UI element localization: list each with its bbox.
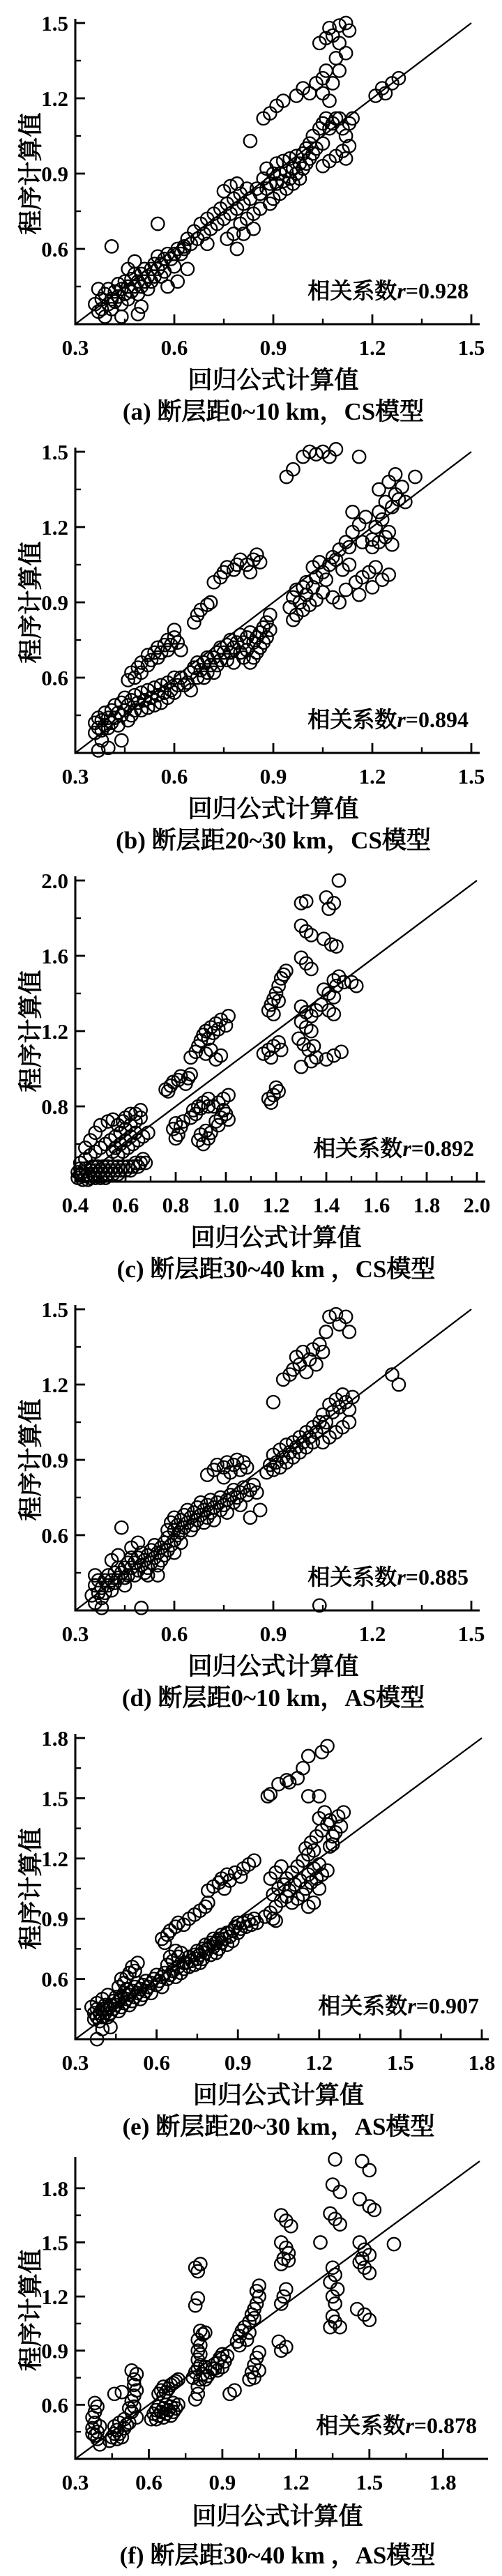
scatter-panel-f [0, 2144, 502, 2573]
y-tick-label: 0.6 [41, 666, 68, 690]
data-point [115, 734, 128, 747]
data-point [192, 2292, 204, 2305]
data-point [290, 89, 303, 102]
x-tick-label: 1.5 [356, 2470, 383, 2494]
data-point [331, 2283, 344, 2296]
x-tick-label: 1.5 [457, 1622, 485, 1646]
data-point [356, 2155, 368, 2167]
data-point [317, 586, 329, 598]
data-point [265, 1096, 277, 1108]
data-point [105, 240, 118, 252]
data-point [181, 263, 194, 275]
x-tick-label: 0.9 [224, 2050, 252, 2075]
data-point [346, 505, 358, 518]
y-tick-label: 1.2 [41, 1019, 68, 1044]
data-point [201, 1896, 214, 1909]
x-axis-title: 回归公式计算值 [188, 367, 359, 394]
data-point [333, 874, 345, 887]
correlation-label: 相关系数r=0.878 [316, 2413, 477, 2438]
data-point [275, 1044, 287, 1056]
x-tick-label: 0.6 [160, 1622, 188, 1646]
data-point [333, 2186, 346, 2198]
data-point [343, 24, 356, 37]
x-tick-label: 1.6 [363, 1193, 390, 1217]
x-tick-label: 1.5 [387, 2050, 414, 2075]
x-tick-label: 1.2 [282, 2470, 310, 2494]
x-tick-label: 0.9 [259, 1622, 287, 1646]
x-axis-title: 回归公式计算值 [192, 2503, 363, 2530]
data-point [395, 480, 408, 493]
x-tick-label: 0.3 [61, 2470, 89, 2494]
x-axis-title: 回归公式计算值 [188, 795, 359, 823]
y-tick-label: 1.5 [41, 2230, 68, 2255]
data-point [135, 300, 148, 313]
data-point [340, 584, 352, 596]
data-point [161, 280, 174, 293]
scatter-chart-e [0, 1715, 502, 2144]
data-point [409, 471, 421, 483]
data-point [172, 275, 184, 288]
y-tick-label: 0.6 [41, 2393, 68, 2418]
x-tick-label: 1.4 [312, 1193, 340, 1217]
data-point [328, 2213, 341, 2225]
data-point [275, 2209, 287, 2221]
scatter-chart-c [0, 858, 502, 1286]
data-point [247, 222, 259, 235]
y-axis-title: 程序计算值 [17, 970, 45, 1092]
y-axis-title: 程序计算值 [17, 1827, 45, 1950]
y-tick-label: 0.9 [41, 1448, 68, 1472]
correlation-label: 相关系数r=0.894 [307, 707, 469, 732]
x-tick-label: 1.8 [413, 1193, 441, 1217]
scatter-panel-e [0, 1715, 502, 2144]
scatter-chart-d [0, 1286, 502, 1715]
data-point [302, 1750, 314, 1762]
x-tick-label: 1.5 [457, 335, 485, 360]
x-tick-label: 1.2 [358, 764, 386, 788]
y-tick-label: 0.8 [41, 1095, 68, 1119]
data-point [188, 616, 200, 629]
y-tick-label: 2.0 [41, 869, 68, 893]
x-tick-label: 0.4 [61, 1193, 89, 1217]
data-point [270, 1081, 282, 1094]
x-tick-label: 0.9 [208, 2470, 236, 2494]
data-point [296, 1762, 309, 1774]
y-tick-label: 1.5 [41, 440, 68, 464]
data-point [314, 2236, 326, 2248]
panel-caption: (f) 断层距30~40 km ，AS模型 [119, 2542, 436, 2569]
x-tick-label: 1.2 [262, 1193, 290, 1217]
x-tick-label: 0.6 [143, 2050, 170, 2075]
data-point [317, 87, 329, 100]
y-tick-label: 1.5 [41, 1786, 68, 1811]
correlation-label: 相关系数r=0.885 [307, 1564, 469, 1590]
data-point [324, 2207, 336, 2220]
data-point [389, 468, 402, 480]
data-point [346, 526, 358, 538]
x-tick-label: 1.5 [457, 764, 485, 788]
data-point [326, 77, 339, 89]
x-tick-label: 1.2 [358, 335, 386, 360]
x-axis-title: 回归公式计算值 [190, 1224, 362, 1251]
data-point [359, 510, 372, 523]
data-point [328, 2269, 341, 2281]
y-tick-label: 1.2 [41, 1846, 68, 1871]
data-point [328, 1049, 340, 1062]
x-tick-label: 0.6 [112, 1193, 139, 1217]
data-point [333, 64, 346, 77]
data-point [189, 2299, 201, 2312]
data-point [320, 1325, 333, 1338]
data-point [264, 609, 276, 621]
x-tick-label: 1.8 [429, 2470, 457, 2494]
x-tick-label: 0.3 [61, 335, 89, 360]
data-point [254, 1504, 266, 1516]
data-point [244, 566, 257, 579]
data-point [343, 1325, 356, 1338]
data-point [267, 1396, 280, 1408]
y-axis-title: 程序计算值 [17, 2248, 45, 2372]
correlation-label: 相关系数r=0.907 [318, 1993, 479, 2018]
data-point [244, 135, 257, 147]
data-point [324, 2276, 336, 2288]
data-point [335, 1046, 347, 1058]
scatter-panel-b [0, 429, 502, 858]
y-tick-label: 0.9 [41, 590, 68, 615]
data-point [96, 2022, 109, 2035]
data-point [363, 2314, 376, 2326]
data-point [366, 581, 379, 593]
data-point [326, 2262, 339, 2274]
x-tick-label: 0.3 [61, 1622, 89, 1646]
y-tick-label: 1.5 [41, 11, 68, 36]
data-point [326, 2178, 339, 2190]
data-point [363, 2248, 376, 2261]
x-tick-label: 0.9 [259, 335, 287, 360]
x-tick-label: 0.6 [135, 2470, 162, 2494]
scatter-chart-b [0, 429, 502, 858]
data-point [169, 1132, 182, 1145]
y-tick-label: 0.6 [41, 1967, 68, 1992]
data-point [320, 64, 333, 77]
data-point [328, 2297, 341, 2310]
y-tick-label: 0.9 [41, 162, 68, 186]
data-point [204, 596, 217, 609]
data-point [248, 2358, 260, 2371]
data-point [222, 1009, 234, 1022]
data-point [174, 643, 187, 656]
data-point [326, 2290, 339, 2303]
scatter-chart-f [0, 2144, 502, 2573]
data-point [132, 307, 144, 320]
data-point [168, 260, 181, 273]
data-point [168, 623, 181, 636]
data-point [151, 1569, 164, 1581]
data-point [151, 218, 164, 230]
y-tick-label: 1.2 [41, 1373, 68, 1397]
x-tick-label: 1.8 [468, 2050, 496, 2075]
data-point [383, 475, 395, 488]
data-point [358, 2262, 371, 2274]
x-tick-label: 0.3 [61, 764, 89, 788]
data-point [353, 450, 365, 463]
x-tick-label: 1.0 [212, 1193, 240, 1217]
x-tick-label: 1.2 [358, 1622, 386, 1646]
data-point [115, 1521, 128, 1534]
x-tick-label: 2.0 [463, 1193, 491, 1217]
y-tick-label: 1.5 [41, 1297, 68, 1322]
y-tick-label: 0.6 [41, 237, 68, 261]
y-tick-label: 1.2 [41, 515, 68, 540]
data-point [128, 255, 141, 268]
x-tick-label: 0.6 [160, 335, 188, 360]
y-tick-label: 0.6 [41, 1523, 68, 1548]
data-point [277, 2290, 290, 2303]
x-tick-label: 0.9 [259, 764, 287, 788]
y-tick-label: 1.6 [41, 944, 68, 968]
data-point [158, 1937, 171, 1949]
data-point [135, 1601, 148, 1614]
panel-caption: (b) 断层距20~30 km，CS模型 [116, 827, 431, 854]
x-tick-label: 0.3 [61, 2050, 89, 2075]
data-point [353, 588, 365, 601]
scatter-panel-d [0, 1286, 502, 1715]
panel-caption: (c) 断层距30~40 km ，CS模型 [116, 1256, 436, 1283]
x-tick-label: 1.2 [305, 2050, 333, 2075]
data-point [231, 243, 243, 255]
data-point [356, 2253, 368, 2265]
data-point [280, 471, 293, 483]
scatter-chart-a [0, 0, 502, 429]
x-axis-title: 回归公式计算值 [192, 2082, 365, 2109]
y-tick-label: 1.2 [41, 86, 68, 111]
y-axis-title: 程序计算值 [17, 112, 45, 235]
data-point [393, 1378, 405, 1391]
y-tick-label: 0.9 [41, 2338, 68, 2363]
data-point [333, 2218, 346, 2230]
data-point [330, 52, 342, 64]
data-point [287, 463, 299, 475]
data-point [275, 2236, 287, 2248]
x-tick-label: 0.8 [162, 1193, 190, 1217]
panel-caption: (d) 断层距0~10 km，AS模型 [121, 1684, 425, 1712]
y-tick-label: 1.8 [41, 1726, 68, 1751]
data-point [340, 47, 352, 59]
data-point [192, 2265, 204, 2278]
y-tick-label: 1.8 [41, 2176, 68, 2201]
panel-caption: (a) 断层距0~10 km，CS模型 [122, 398, 425, 425]
y-axis-title: 程序计算值 [17, 541, 45, 664]
x-axis-title: 回归公式计算值 [188, 1653, 359, 1680]
data-point [363, 2164, 376, 2177]
data-point [363, 2266, 376, 2279]
panel-caption: (e) 断层距20~30 km，AS模型 [122, 2113, 435, 2140]
data-point [388, 2238, 400, 2250]
x-tick-label: 0.6 [160, 764, 188, 788]
data-point [323, 94, 335, 107]
y-axis-title: 程序计算值 [17, 1398, 45, 1521]
correlation-label: 相关系数r=0.928 [307, 278, 469, 303]
y-tick-label: 1.2 [41, 2285, 68, 2310]
y-tick-label: 0.9 [41, 1907, 68, 1932]
data-point [280, 2214, 292, 2227]
data-point [115, 310, 128, 323]
data-point [272, 980, 284, 992]
data-point [89, 2397, 101, 2409]
scatter-panel-c [0, 858, 502, 1286]
data-point [386, 538, 398, 551]
data-point [330, 443, 342, 455]
data-point [280, 2283, 292, 2296]
scatter-panel-a [0, 0, 502, 429]
data-point [328, 2153, 341, 2165]
data-point [284, 2220, 297, 2232]
data-point [353, 518, 365, 531]
correlation-label: 相关系数r=0.892 [313, 1136, 474, 1161]
